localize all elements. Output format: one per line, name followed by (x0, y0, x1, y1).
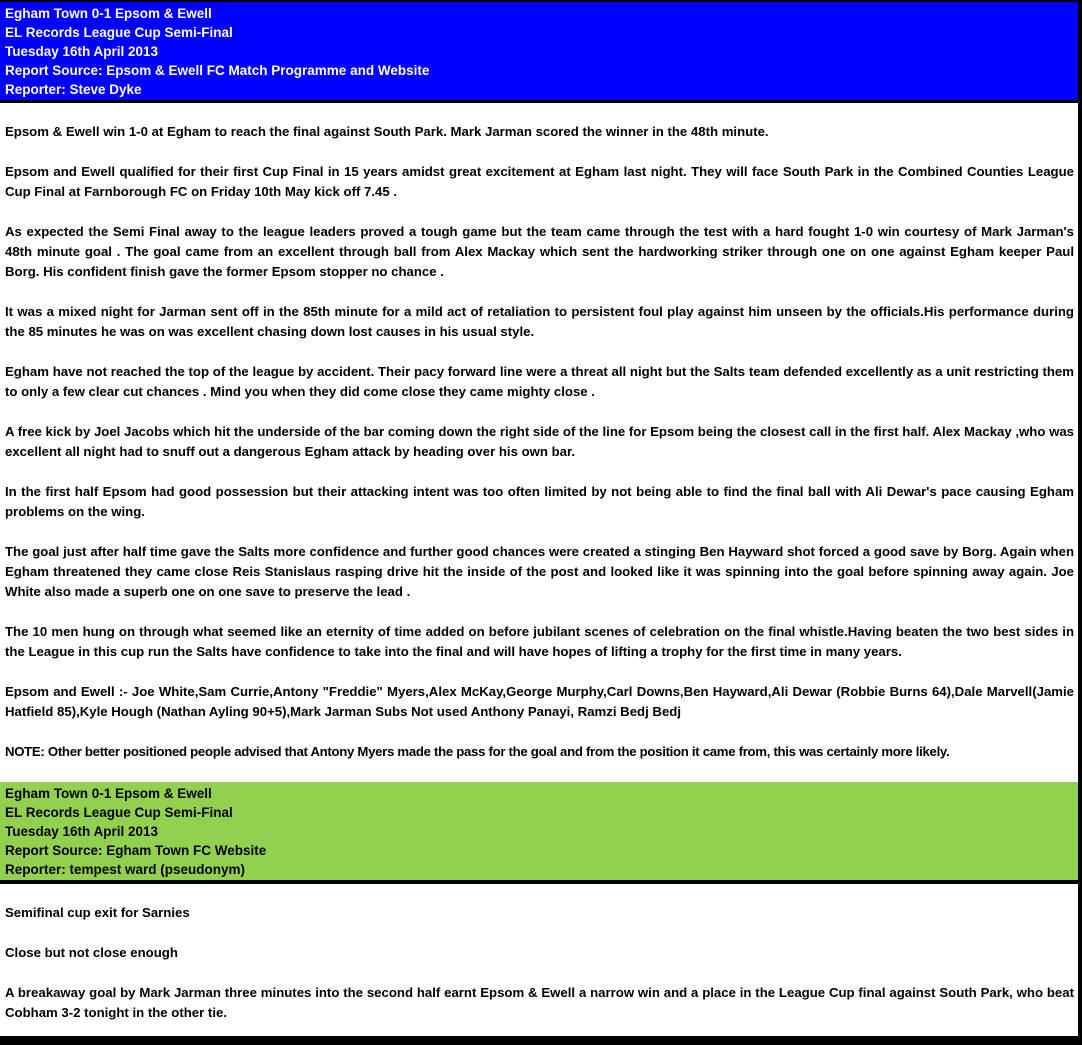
report-paragraph: The 10 men hung on through what seemed like an eternity of time added on before jubilant scenes of celebration on the final whistle.Having beaten the two best sides in the League in this cup run the Salts have confidence to take into the final and will have hopes of lifting a trophy for the first time in many years. (5, 624, 1074, 659)
report2-header (0, 782, 1078, 884)
reporter-line: Reporter: tempest ward (pseudonym) (5, 862, 246, 877)
report1-body (0, 103, 1078, 762)
report-paragraph: The goal just after half time gave the Salts more confidence and further good chances were created a stinging Ben Hayward shot forced a good save by Borg. Again when Egham threatened they came close Reis Stanislaus rasping drive hit the inside of the post and looked like it was spinning into the goal before spinning away again. Joe White also made a superb one on one save to preserve the lead . (5, 544, 1074, 599)
date-line: Tuesday 16th April 2013 (5, 824, 159, 839)
team-lineup-paragraph: Epsom and Ewell :- Joe White,Sam Currie,Antony "Freddie" Myers,Alex McKay,George Murphy,Carl Downs,Ben Hayward,Ali Dewar (Robbie Burns 64),Dale Marvell(Jamie Hatfield 85),Kyle Hough (Nathan Ayling 90+5),Mark Jarman Subs Not used Anthony Panayi, Ramzi Bedj Bedj (5, 684, 1074, 719)
editor-note: NOTE: Other better positioned people advised that Antony Myers made the pass for the goal and from the position it came from, this was certainly more likely. (5, 744, 950, 759)
reporter-line: Reporter: Steve Dyke (5, 82, 142, 97)
report-paragraph: In the first half Epsom had good possession but their attacking intent was too often limited by not being able to find the final ball with Ali Dewar's pace causing Egham problems on the wing. (5, 484, 1074, 519)
competition-line: EL Records League Cup Semi-Final (5, 25, 233, 40)
report-paragraph: Egham have not reached the top of the league by accident. Their pacy forward line were a threat all night but the Salts team defended excellently as a unit restricting them to only a few clear cut chances . Mind you when they did come close they came mighty close . (5, 364, 1074, 399)
report-headline: Semifinal cup exit for Sarnies (5, 905, 190, 920)
match-title: Egham Town 0-1 Epsom & Ewell (5, 786, 212, 801)
report2-body (0, 884, 1078, 1023)
report-source-line: Report Source: Epsom & Ewell FC Match Programme and Website (5, 63, 430, 78)
report-paragraph: Epsom & Ewell win 1-0 at Egham to reach the final against South Park. Mark Jarman scored the winner in the 48th minute. (5, 124, 769, 139)
report-paragraph: A free kick by Joel Jacobs which hit the underside of the bar coming down the right side of the line for Epsom being the closest call in the first half. Alex Mackay ,who was excellent all night had to snuff out a dangerous Egham attack by heading over his own bar. (5, 424, 1074, 459)
date-line: Tuesday 16th April 2013 (5, 44, 159, 59)
bottom-divider-bar (0, 1036, 1078, 1045)
report-paragraph: As expected the Semi Final away to the league leaders proved a tough game but the team came through the test with a hard fought 1-0 win courtesy of Mark Jarman's 48th minute goal . The goal came from an excellent through ball from Alex Mackay which sent the hardworking striker through one on one against Egham keeper Paul Borg. His confident finish gave the former Epsom stopper no chance . (5, 224, 1074, 279)
competition-line: EL Records League Cup Semi-Final (5, 805, 233, 820)
report-paragraph: It was a mixed night for Jarman sent off in the 85th minute for a mild act of retaliation to persistent foul play against him unseen by the officials.His performance during the 85 minutes he was on was excellent chasing down lost causes in his usual style. (5, 304, 1074, 339)
report-paragraph: Epsom and Ewell qualified for their first Cup Final in 15 years amidst great excitement at Egham last night. They will face South Park in the Combined Counties League Cup Final at Farnborough FC on Friday 10th May kick off 7.45 . (5, 164, 1074, 199)
report-paragraph: A breakaway goal by Mark Jarman three minutes into the second half earnt Epsom & Ewell a narrow win and a place in the League Cup final against South Park, who beat Cobham 3-2 tonight in the other tie. (5, 985, 1074, 1020)
report-source-line: Report Source: Egham Town FC Website (5, 843, 267, 858)
report-subheadline: Close but not close enough (5, 945, 178, 960)
report1-header (0, 0, 1078, 103)
match-title: Egham Town 0-1 Epsom & Ewell (5, 6, 212, 21)
